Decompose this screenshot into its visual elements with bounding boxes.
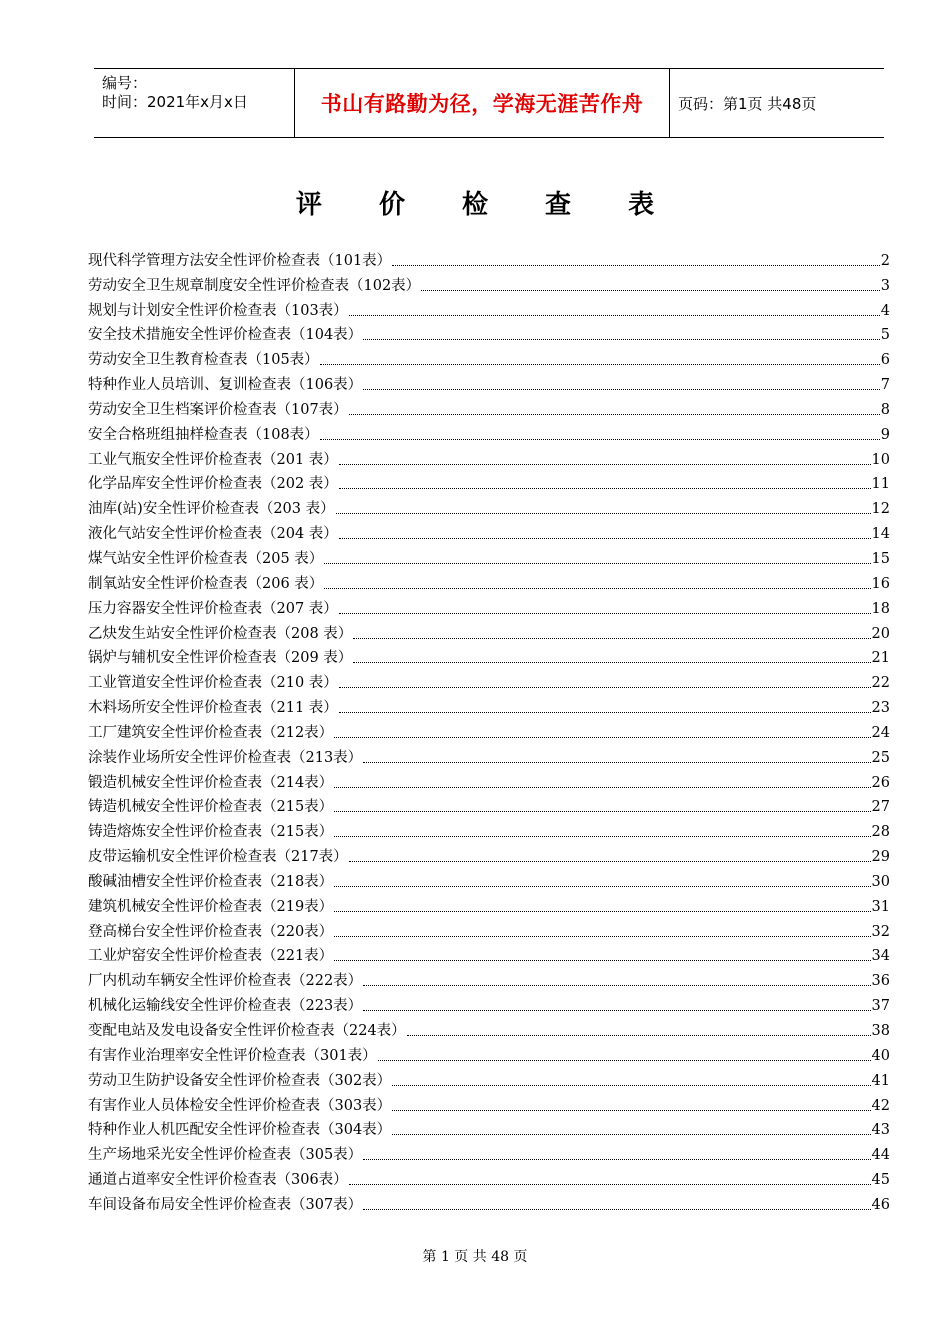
toc-entry-page-number: 46	[871, 1196, 890, 1213]
toc-entry[interactable]	[88, 793, 890, 818]
toc-entry-title: 锻造机械安全性评价检查表（214表）	[88, 774, 334, 791]
toc-entry[interactable]	[88, 892, 890, 917]
toc-entry[interactable]	[88, 420, 890, 445]
toc-entry-page-number: 14	[871, 526, 890, 543]
toc-entry-title: 安全合格班组抽样检查表（108表）	[88, 426, 319, 443]
toc-entry-title: 劳动卫生防护设备安全性评价检查表（302表）	[88, 1072, 392, 1089]
toc-entry-title: 皮带运输机安全性评价检查表（217表）	[88, 849, 348, 866]
toc-entry-page-number: 41	[871, 1072, 890, 1089]
dot-leader	[378, 1059, 871, 1061]
toc-entry[interactable]	[88, 1016, 890, 1041]
toc-entry-title: 特种作业人机匹配安全性评价检查表（304表）	[88, 1122, 392, 1139]
page-footer: 第 1 页 共 48 页	[422, 1249, 528, 1265]
toc-entry-page-number: 4	[880, 302, 890, 319]
toc-entry[interactable]	[88, 519, 890, 544]
toc-entry[interactable]	[88, 1116, 890, 1141]
header-page-cell	[670, 69, 884, 137]
toc-entry-title: 劳动安全卫生档案评价检查表（107表）	[88, 401, 348, 418]
dot-leader	[353, 637, 870, 639]
dot-leader	[334, 959, 870, 961]
toc-entry-page-number: 30	[871, 873, 890, 890]
table-of-contents	[88, 246, 890, 1215]
toc-entry[interactable]	[88, 942, 890, 967]
toc-entry-title: 工厂建筑安全性评价检查表（212表）	[88, 724, 334, 741]
toc-entry-page-number: 36	[871, 973, 890, 990]
toc-entry-title: 铸造机械安全性评价检查表（215表）	[88, 799, 334, 816]
dot-leader	[339, 612, 871, 614]
toc-entry-title: 特种作业人员培训、复训检查表（106表）	[88, 377, 363, 394]
toc-entry[interactable]	[88, 470, 890, 495]
dot-leader	[339, 487, 871, 489]
dot-leader	[334, 786, 870, 788]
toc-entry-page-number: 10	[871, 451, 890, 468]
toc-entry-page-number: 29	[871, 849, 890, 866]
toc-entry[interactable]	[88, 569, 890, 594]
dot-leader	[363, 1009, 870, 1011]
toc-entry[interactable]	[88, 991, 890, 1016]
toc-entry[interactable]	[88, 842, 890, 867]
dot-leader	[407, 1034, 871, 1036]
toc-entry[interactable]	[88, 544, 890, 569]
toc-entry[interactable]	[88, 445, 890, 470]
toc-entry-title: 工业气瓶安全性评价检查表（201 表）	[88, 451, 338, 468]
dot-leader	[334, 910, 870, 912]
toc-entry[interactable]	[88, 743, 890, 768]
toc-entry-page-number: 31	[871, 898, 890, 915]
dot-leader	[421, 289, 880, 291]
toc-entry[interactable]	[88, 1066, 890, 1091]
dot-leader	[324, 562, 870, 564]
dot-leader	[334, 935, 870, 937]
toc-entry-page-number: 5	[880, 327, 890, 344]
toc-entry[interactable]	[88, 1091, 890, 1116]
toc-entry-page-number: 37	[871, 998, 890, 1015]
toc-entry[interactable]	[88, 917, 890, 942]
toc-entry[interactable]	[88, 594, 890, 619]
dot-leader	[339, 463, 871, 465]
toc-entry-page-number: 3	[880, 277, 890, 294]
toc-entry-page-number: 25	[871, 749, 890, 766]
toc-entry-page-number: 43	[871, 1122, 890, 1139]
toc-entry-title: 有害作业人员体检安全性评价检查表（303表）	[88, 1097, 392, 1114]
dot-leader	[324, 587, 870, 589]
toc-entry[interactable]	[88, 321, 890, 346]
dot-leader	[320, 438, 880, 440]
toc-entry[interactable]	[88, 395, 890, 420]
toc-entry-page-number: 40	[871, 1047, 890, 1064]
toc-entry-page-number: 38	[871, 1023, 890, 1039]
toc-entry-page-number: 18	[871, 600, 890, 617]
toc-entry-page-number: 42	[871, 1097, 890, 1114]
number-label: 编号：	[102, 74, 148, 92]
document-header	[94, 68, 884, 138]
toc-entry-page-number: 7	[880, 377, 890, 394]
toc-entry-title: 液化气站安全性评价检查表（204 表）	[88, 526, 338, 543]
dot-leader	[363, 1208, 870, 1210]
toc-entry-title: 制氧站安全性评价检查表（206 表）	[88, 575, 324, 592]
toc-entry[interactable]	[88, 668, 890, 693]
toc-entry[interactable]	[88, 1165, 890, 1190]
toc-entry-title: 厂内机动车辆安全性评价检查表（222表）	[88, 973, 363, 990]
toc-entry-title: 铸造熔炼安全性评价检查表（215表）	[88, 824, 334, 841]
toc-entry-title: 建筑机械安全性评价检查表（219表）	[88, 898, 334, 915]
dot-leader	[349, 314, 880, 316]
toc-entry-page-number: 34	[871, 948, 890, 965]
dot-leader	[339, 537, 871, 539]
toc-entry[interactable]	[88, 768, 890, 793]
toc-entry[interactable]	[88, 817, 890, 842]
toc-entry[interactable]	[88, 296, 890, 321]
toc-entry-title: 煤气站安全性评价检查表（205 表）	[88, 550, 324, 567]
dot-leader	[392, 1109, 870, 1111]
toc-entry-page-number: 2	[880, 252, 890, 269]
toc-entry-title: 规划与计划安全性评价检查表（103表）	[88, 302, 348, 319]
toc-entry-page-number: 12	[871, 501, 890, 518]
toc-entry[interactable]	[88, 1041, 890, 1066]
toc-entry-page-number: 23	[871, 700, 890, 717]
toc-entry[interactable]	[88, 867, 890, 892]
toc-entry-title: 通道占道率安全性评价检查表（306表）	[88, 1172, 348, 1189]
toc-entry-page-number: 26	[871, 774, 890, 791]
toc-entry-title: 车间设备布局安全性评价检查表（307表）	[88, 1196, 363, 1213]
toc-entry-title: 锅炉与辅机安全性评价检查表（209 表）	[88, 650, 353, 667]
header-motto-cell	[294, 69, 670, 137]
dot-leader	[392, 1084, 870, 1086]
dot-leader	[392, 1133, 870, 1135]
toc-entry-title: 生产场地采光安全性评价检查表（305表）	[88, 1147, 363, 1164]
toc-entry[interactable]	[88, 966, 890, 991]
toc-entry-title: 现代科学管理方法安全性评价检查表（101表）	[88, 252, 392, 269]
toc-entry-page-number: 9	[880, 426, 890, 443]
dot-leader	[334, 736, 870, 738]
dot-leader	[349, 413, 880, 415]
toc-entry-title: 油库(站)安全性评价检查表（203 表）	[88, 501, 335, 518]
toc-entry-title: 木料场所安全性评价检查表（211 表）	[88, 700, 338, 717]
dot-leader	[392, 264, 880, 266]
dot-leader	[349, 1183, 871, 1185]
toc-entry-page-number: 15	[871, 550, 890, 567]
time-label: 时间：2021年x月x日	[102, 93, 248, 111]
toc-entry-title: 劳动安全卫生规章制度安全性评价检查表（102表）	[88, 277, 421, 294]
dot-leader	[363, 761, 870, 763]
toc-entry[interactable]	[88, 644, 890, 669]
toc-entry-title: 机械化运输线安全性评价检查表（223表）	[88, 998, 363, 1015]
toc-entry-page-number: 21	[871, 650, 890, 667]
page-code: 页码：第1页 共48页	[678, 94, 817, 113]
header-left-cell	[94, 69, 294, 137]
toc-entry-title: 乙炔发生站安全性评价检查表（208 表）	[88, 625, 353, 642]
toc-entry-page-number: 16	[871, 575, 890, 592]
dot-leader	[334, 810, 870, 812]
dot-leader	[334, 835, 870, 837]
toc-entry-page-number: 22	[871, 675, 890, 692]
toc-entry[interactable]	[88, 619, 890, 644]
page-title: 评 价 检 查 表	[295, 190, 679, 220]
toc-entry-title: 工业管道安全性评价检查表（210 表）	[88, 675, 338, 692]
toc-entry-page-number: 45	[871, 1172, 890, 1189]
dot-leader	[349, 860, 871, 862]
toc-entry[interactable]	[88, 718, 890, 743]
toc-entry[interactable]	[88, 494, 890, 519]
toc-entry-title: 劳动安全卫生教育检查表（105表）	[88, 352, 319, 369]
dot-leader	[336, 512, 871, 514]
motto-text: 书山有路勤为径，学海无涯苦作舟	[320, 92, 644, 116]
toc-entry-title: 有害作业治理率安全性评价检查表（301表）	[88, 1047, 377, 1064]
toc-entry[interactable]	[88, 345, 890, 370]
toc-entry-title: 安全技术措施安全性评价检查表（104表）	[88, 327, 363, 344]
dot-leader	[363, 1158, 870, 1160]
dot-leader	[353, 661, 870, 663]
toc-entry-title: 工业炉窑安全性评价检查表（221表）	[88, 948, 334, 965]
toc-entry-page-number: 8	[880, 401, 890, 418]
toc-entry-page-number: 27	[871, 799, 890, 816]
dot-leader	[334, 885, 870, 887]
toc-entry-title: 变配电站及发电设备安全性评价检查表（224表）	[88, 1023, 406, 1039]
dot-leader	[363, 984, 870, 986]
dot-leader	[339, 686, 871, 688]
toc-entry-title: 登高梯台安全性评价检查表（220表）	[88, 923, 334, 940]
dot-leader	[363, 338, 880, 340]
toc-entry[interactable]	[88, 1140, 890, 1165]
toc-entry-page-number: 24	[871, 724, 890, 741]
toc-entry-title: 酸碱油槽安全性评价检查表（218表）	[88, 873, 334, 890]
toc-entry[interactable]	[88, 271, 890, 296]
toc-entry[interactable]	[88, 693, 890, 718]
toc-entry-page-number: 6	[880, 352, 890, 369]
toc-entry[interactable]	[88, 1190, 890, 1215]
toc-entry-page-number: 20	[871, 625, 890, 642]
toc-entry-title: 化学品库安全性评价检查表（202 表）	[88, 476, 338, 493]
dot-leader	[363, 388, 880, 390]
toc-entry-page-number: 44	[871, 1147, 890, 1164]
toc-entry[interactable]	[88, 370, 890, 395]
toc-entry-page-number: 32	[871, 923, 890, 940]
toc-entry[interactable]	[88, 246, 890, 271]
dot-leader	[320, 363, 880, 365]
toc-entry-title: 压力容器安全性评价检查表（207 表）	[88, 600, 338, 617]
toc-entry-title: 涂装作业场所安全性评价检查表（213表）	[88, 749, 363, 766]
toc-entry-page-number: 11	[871, 476, 890, 493]
dot-leader	[339, 711, 871, 713]
toc-entry-page-number: 28	[871, 824, 890, 841]
